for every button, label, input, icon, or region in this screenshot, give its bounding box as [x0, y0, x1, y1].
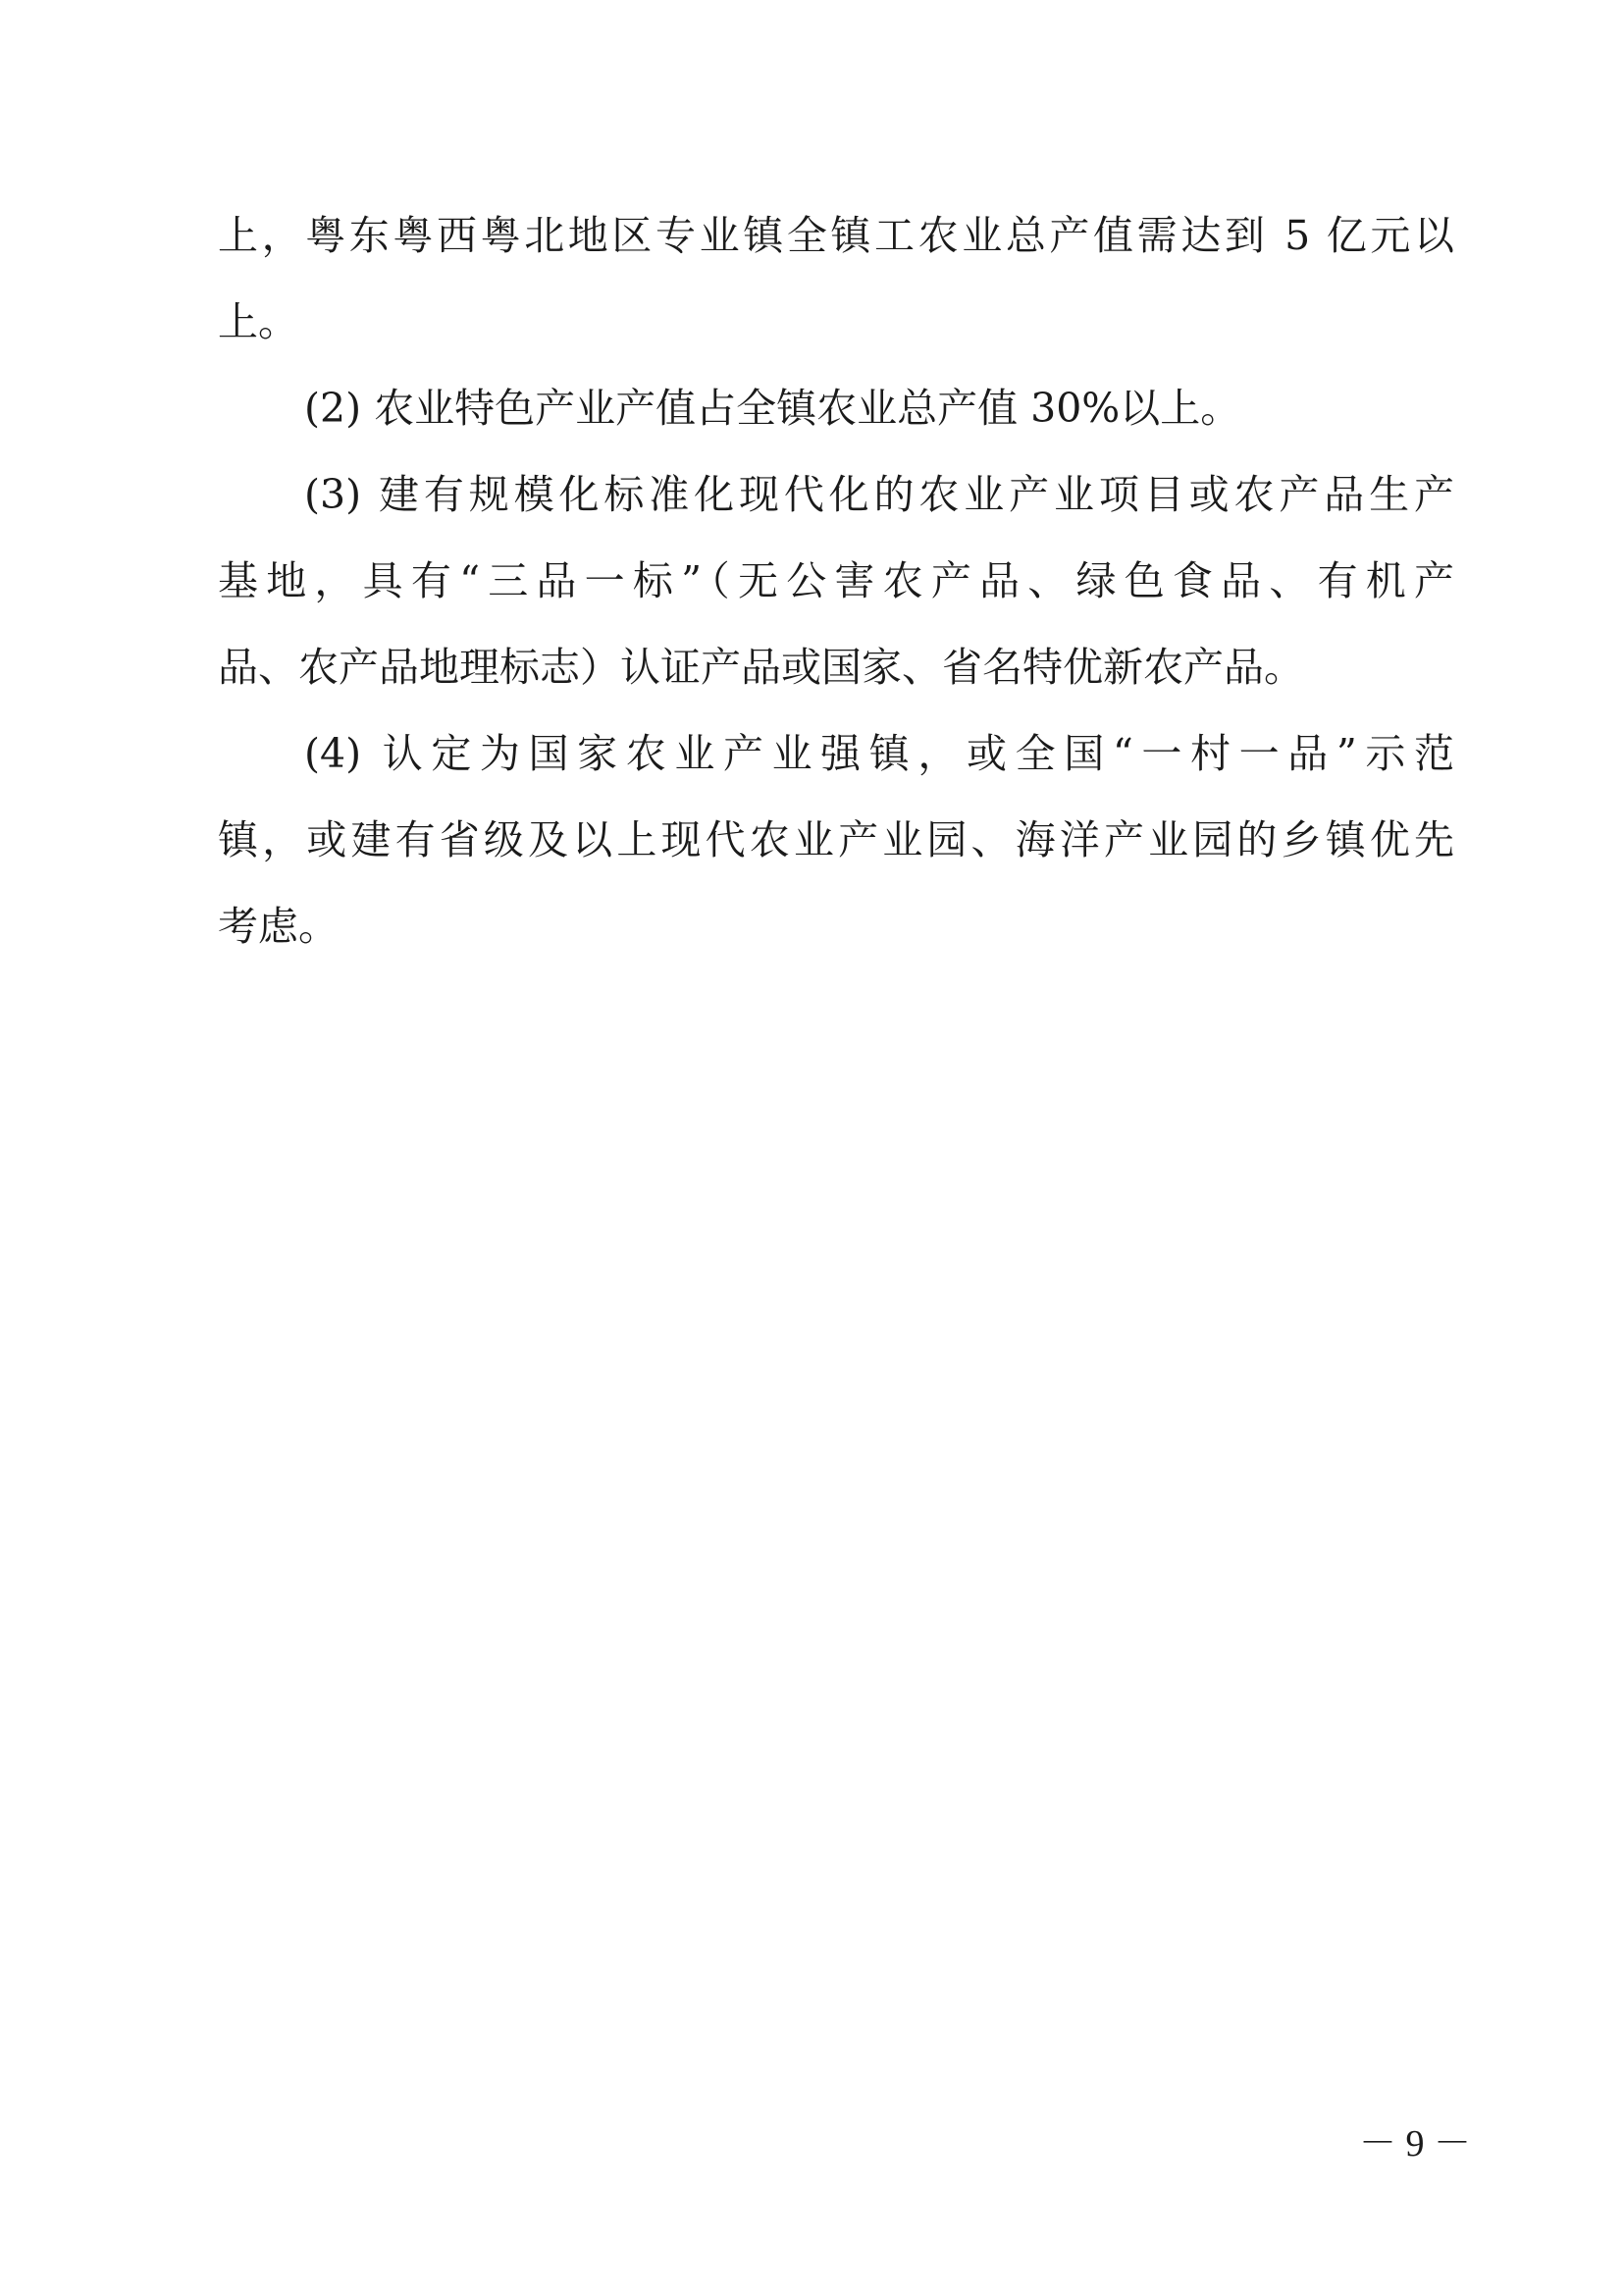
- paragraph-line: 考虑。: [218, 903, 339, 950]
- paragraph-line: 基地，具有“三品一标”（无公害农产品、绿色食品、有机产: [218, 557, 1454, 604]
- paragraph-line: 上，粤东粤西粤北地区专业镇全镇工农业总产值需达到 5 亿元以: [218, 212, 1454, 259]
- paragraph-line: (4) 认定为国家农业产业强镇，或全国“一村一品”示范: [304, 730, 1454, 777]
- paragraph-line: (2) 农业特色产业产值占全镇农业总产值 30%以上。: [304, 385, 1241, 432]
- paragraph-line: 镇，或建有省级及以上现代农业产业园、海洋产业园的乡镇优先: [218, 816, 1454, 863]
- document-body: [218, 192, 1454, 969]
- page-number: － 9 －: [1359, 2123, 1472, 2165]
- paragraph-line: (3) 建有规模化标准化现代化的农业产业项目或农产品生产: [304, 471, 1454, 518]
- paragraph-line: 上。: [218, 298, 298, 345]
- paragraph-line: 品、农产品地理标志）认证产品或国家、省名特优新农产品。: [218, 644, 1304, 691]
